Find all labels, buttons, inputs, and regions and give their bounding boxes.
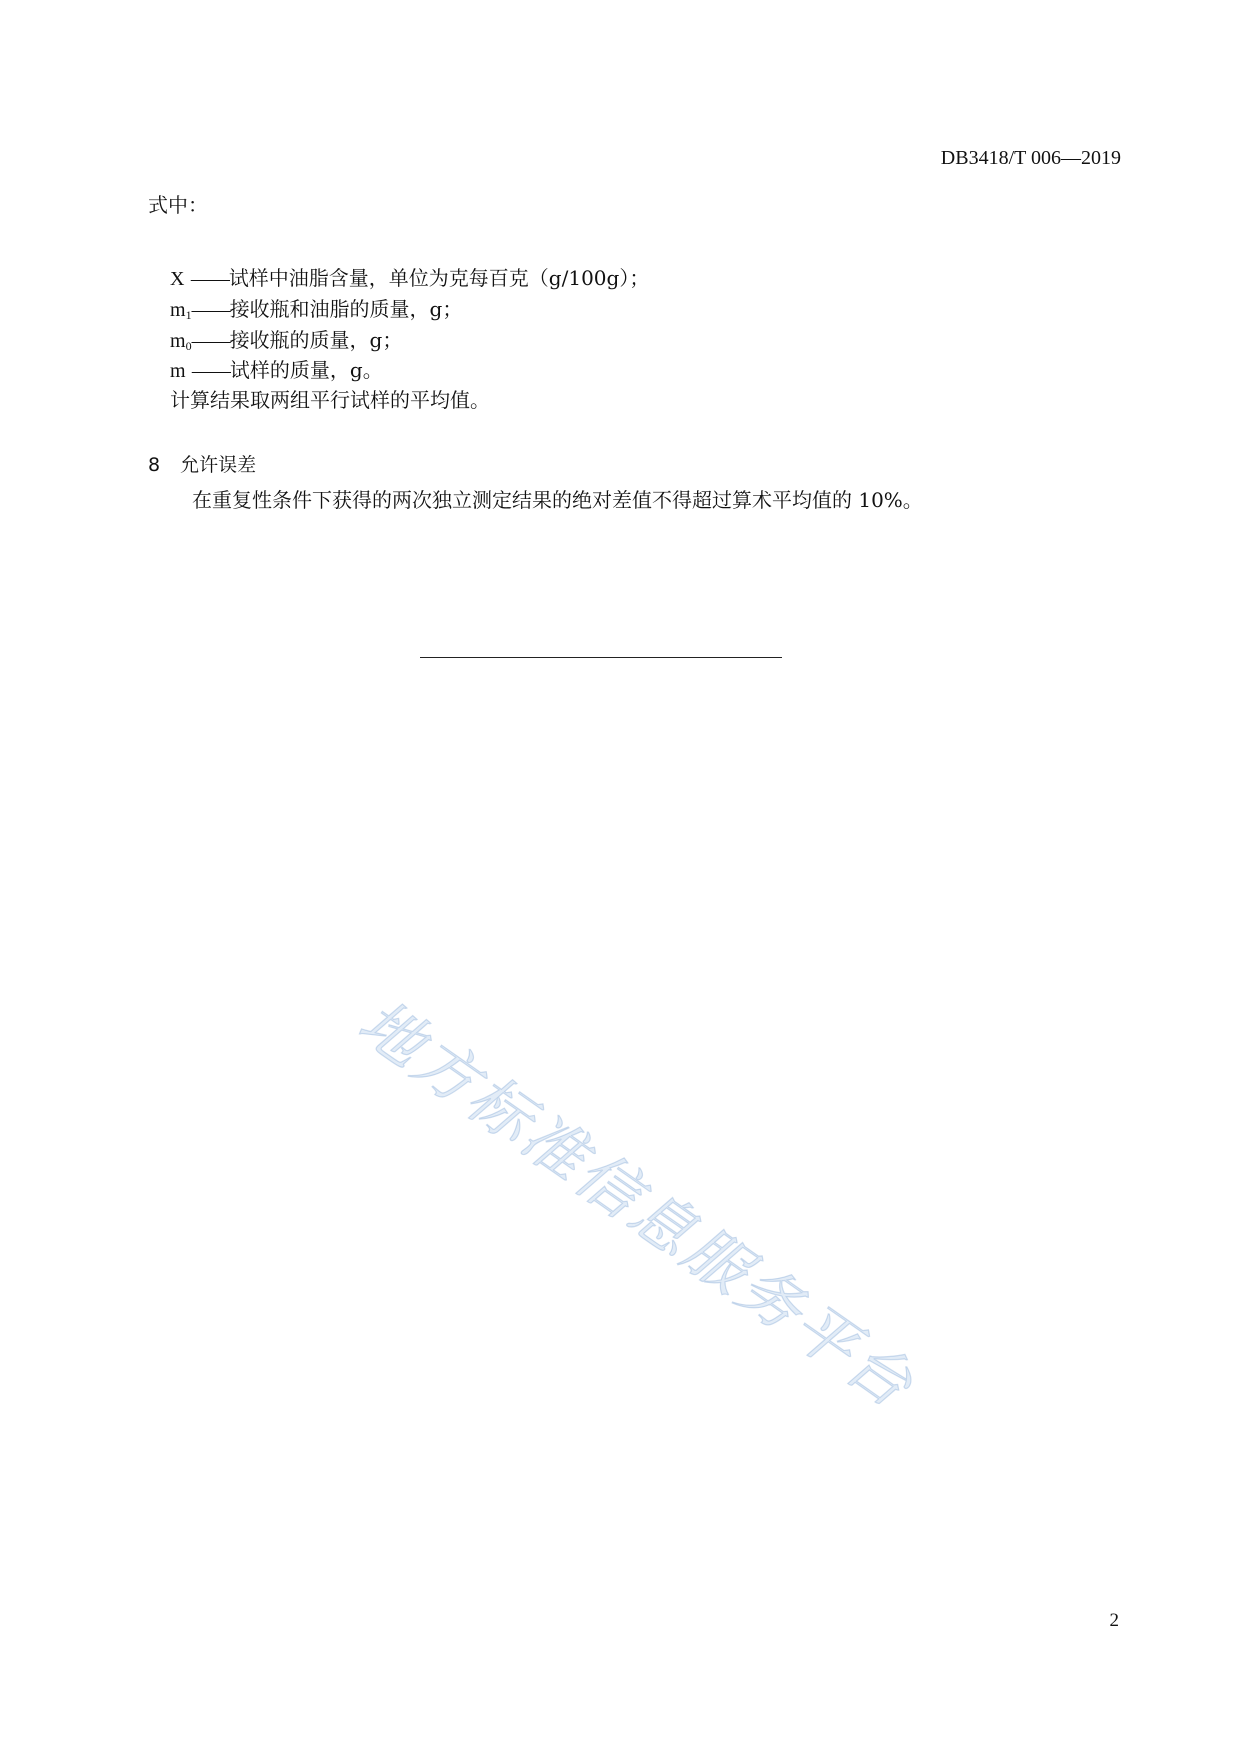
definition-dash: —— [191, 299, 230, 321]
definition-text: 试样中油脂含量，单位为克每百克（g/100g）； [228, 266, 650, 290]
end-rule [420, 657, 782, 658]
definition-line [170, 354, 383, 384]
definition-line [170, 293, 462, 323]
definition-line [170, 262, 649, 292]
definition-text: 接收瓶的质量，g； [229, 328, 403, 352]
section-title: 允许误差 [180, 454, 257, 476]
definition-symbol: $m_0$ [170, 330, 192, 353]
definition-symbol: m [170, 360, 186, 382]
definition-symbol: X [170, 268, 185, 290]
section-number: 8 [148, 454, 161, 476]
definition-dash: —— [191, 330, 230, 352]
section-body: 在重复性条件下获得的两次独立测定结果的绝对差值不得超过算术平均值的 10%。 [192, 488, 923, 512]
definition-symbol: $m_1$ [170, 299, 192, 322]
definition-dash: —— [190, 268, 229, 290]
watermark: 地方标准信息服务平台 [345, 984, 929, 1424]
definition-dash: —— [191, 360, 230, 382]
where-label: 式中： [148, 193, 208, 217]
definition-line [170, 324, 402, 354]
calculation-note: 计算结果取两组平行试样的平均值。 [170, 388, 490, 412]
page-number: 2 [1109, 1610, 1119, 1631]
section-heading [148, 450, 256, 477]
definition-text: 试样的质量，g。 [229, 358, 383, 382]
definition-text: 接收瓶和油脂的质量，g； [229, 297, 463, 321]
document-code: DB3418/T 006—2019 [940, 147, 1121, 169]
